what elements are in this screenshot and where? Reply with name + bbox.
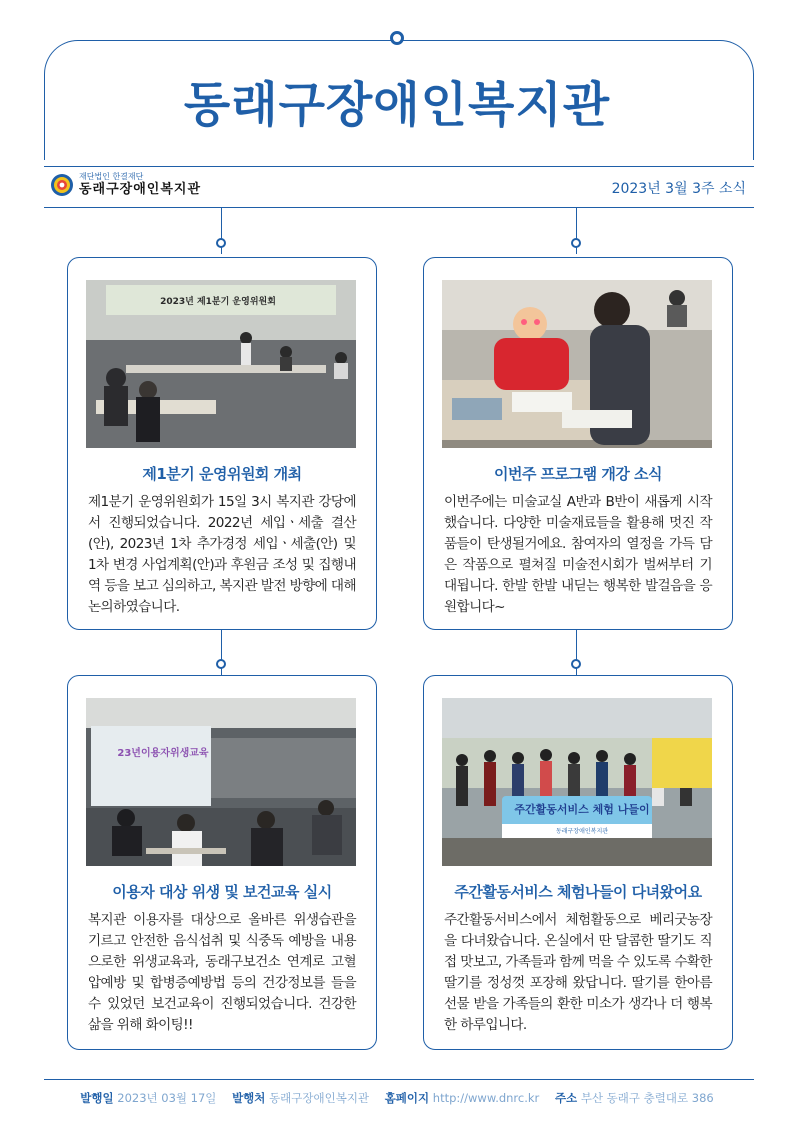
page-title: 동래구장애인복지관 <box>183 77 611 133</box>
footer-homepage-link[interactable]: http://www.dnrc.kr <box>432 1091 540 1105</box>
connector-dot <box>571 659 581 669</box>
news-card-committee <box>67 257 377 630</box>
footer-address-value: 부산 동래구 충렬대로 386 <box>580 1091 714 1105</box>
news-card-outing <box>423 675 733 1050</box>
news-card-hygiene <box>67 675 377 1050</box>
logo-icon <box>50 173 74 197</box>
news-card-program <box>423 257 733 630</box>
connector-dot <box>216 238 226 248</box>
card-body: 복지관 이용자를 대상으로 올바른 위생습관을 기르고 안전한 음식섭취 및 식중독 예방을 내용으로한 위생교육과, 동래구보건소 연계로 고혈압예방 및 합병증예방법 등의 건강정보를 들을 수 있었던 보건교육이 진행되었습니다. 건강한 삶을 위해 화이팅!! <box>88 912 356 1033</box>
footer-rule <box>44 1079 754 1080</box>
footer <box>0 1090 794 1106</box>
issue-date: 2023년 3월 3주 소식 <box>611 181 746 197</box>
logo-org-name: 동래구장애인복지관 <box>79 182 202 197</box>
photo-banner-text: 주간활동서비스 체험 나들이 <box>514 803 650 816</box>
photo-banner-subtext: 동래구장애인복지관 <box>555 828 609 835</box>
photo-art-class <box>442 280 712 448</box>
card-body: 주간활동서비스에서 체험활동으로 베리굿농장을 다녀왔습니다. 온실에서 딴 달콤한 딸기도 직접 맛보고, 가족들과 함께 먹을 수 있도록 수확한 딸기를 정성껏 포장해 왔답니다. 딸기를 한아름 선물 받을 가족들의 환한 미소가 생각나 더 행복한 하루입니다. <box>444 912 712 1033</box>
card-title: 이번주 프로그램 개강 소식 <box>493 465 663 483</box>
footer-publisher-value: 동래구장애인복지관 <box>269 1091 370 1105</box>
photo-hygiene-education <box>86 698 356 866</box>
photo-farm-outing <box>442 698 712 866</box>
card-title: 이용자 대상 위생 및 보건교육 실시 <box>112 883 332 901</box>
photo-banner-text: 23년이용자위생교육 <box>117 748 209 759</box>
card-body: 이번주에는 미술교실 A반과 B반이 새롭게 시작했습니다. 다양한 미술재료들을 활용해 멋진 작품들이 탄생될거에요. 참여자의 열정을 가득 담은 작품으로 펼쳐질 미술전시회가 벌써부터 기대됩니다. 한발 한발 내딛는 행복한 발걸음을 응원합니다~ <box>444 494 712 615</box>
logo <box>50 172 201 198</box>
footer-issued-value: 2023년 03월 17일 <box>117 1091 217 1105</box>
header-dot <box>390 31 404 45</box>
card-body: 제1분기 운영위원회가 15일 3시 복지관 강당에서 진행되었습니다. 2022년 세입ㆍ세출 결산(안), 2023년 1차 추가경정 세입ㆍ세출(안) 및 1차 변경 사업계획(안)과 후원금 조성 및 집행내역 등을 보고 심의하고, 복지관 발전 방향에 대해 논의하였습니다. <box>88 494 356 615</box>
footer-homepage-label: 홈페이지 <box>384 1091 430 1105</box>
logo-org-small: 재단법인 한결재단 <box>79 172 144 181</box>
connector-dot <box>216 659 226 669</box>
photo-banner-text: 2023년 제1분기 운영위원회 <box>160 297 276 307</box>
footer-publisher-label: 발행처 <box>232 1091 266 1105</box>
footer-address-label: 주소 <box>554 1091 578 1105</box>
card-title: 제1분기 운영위원회 개최 <box>142 465 302 483</box>
card-title: 주간활동서비스 체험나들이 다녀왔어요 <box>454 883 702 901</box>
connector-dot <box>571 238 581 248</box>
header-bottom-rule <box>44 207 754 208</box>
footer-issued-label: 발행일 <box>80 1091 114 1105</box>
top-rule <box>44 166 754 167</box>
